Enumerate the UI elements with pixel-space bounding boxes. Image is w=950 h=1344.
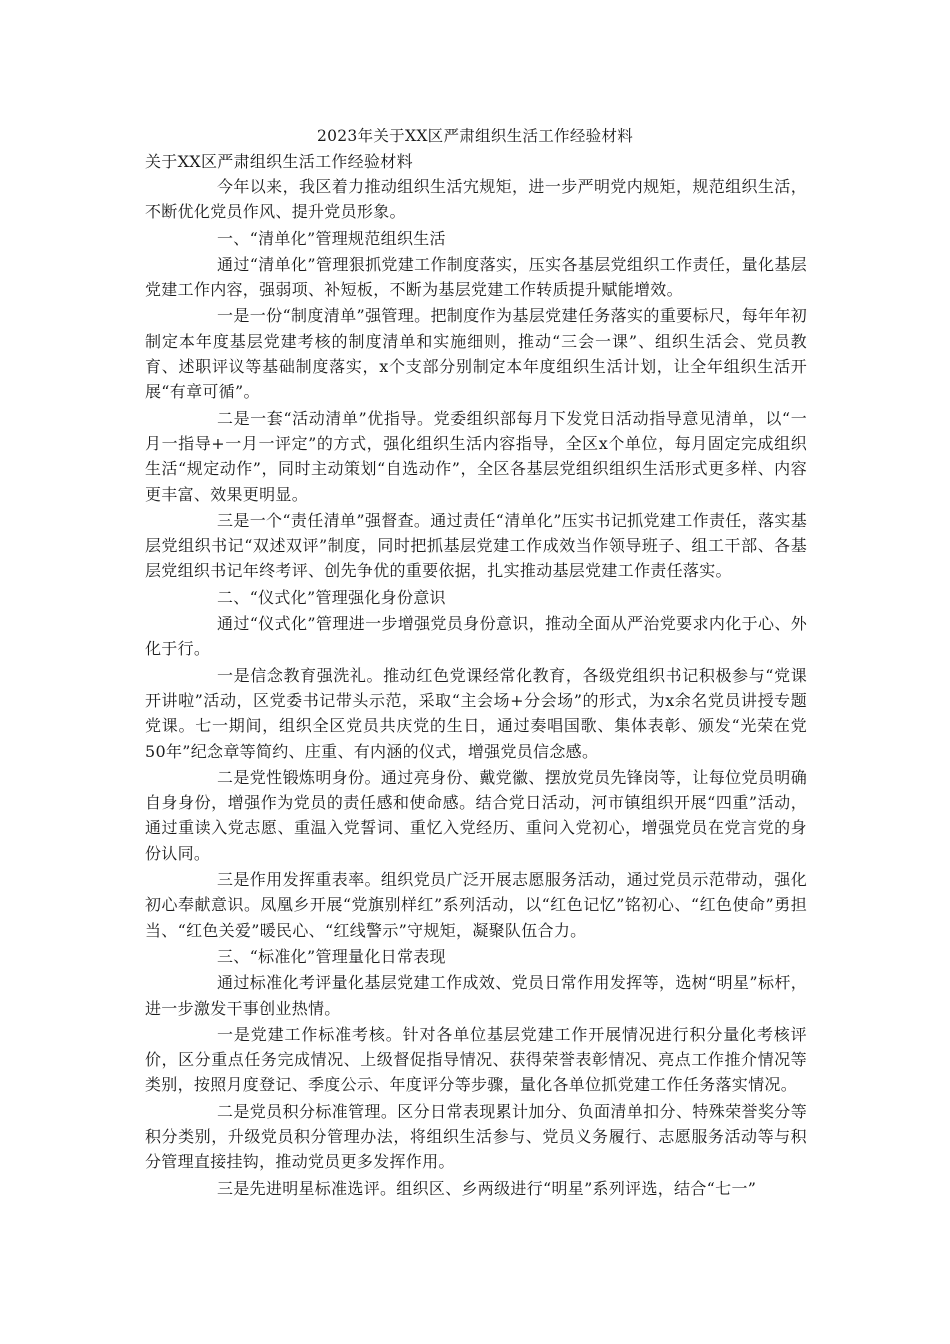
paragraph: 二是党性锻炼明身份。通过亮身份、戴党徽、摆放党员先锋岗等，让每位党员明确自身身份，增强作为党员的责任感和使命感。结合党日活动，河市镇组织开展“四重”活动，通过重读入党志愿、重温入党誓词、重忆入党经历、重问入党初心，增强党员在党言党的身份认同。 [145, 767, 807, 863]
paragraph: 二是一套“活动清单”优指导。党委组织部每月下发党日活动指导意见清单，以“一月一指导+一月一评定”的方式，强化组织生活内容指导，全区x个单位，每月固定完成组织生活“规定动作”，同时主动策划“自选动作”，全区各基层党组织组织生活形式更多样、内容更丰富、效果更明显。 [145, 408, 807, 504]
paragraph: 三是一个“责任清单”强督查。通过责任“清单化”压实书记抓党建工作责任，落实基层党组织书记“双述双评”制度，同时把抓基层党建工作成效当作领导班子、组工干部、各基层党组织书记年终考评、创先争优的重要依据，扎实推动基层党建工作责任落实。 [145, 510, 807, 581]
paragraph: 三是先进明星标准选评。组织区、乡两级进行“明星”系列评选，结合“七一” [217, 1178, 757, 1198]
paragraph: 二是党员积分标准管理。区分日常表现累计加分、负面清单扣分、特殊荣誉奖分等积分类别，升级党员积分管理办法，将组织生活参与、党员义务履行、志愿服务活动等与积分管理直接挂钩，推动党员更多发挥作用。 [145, 1101, 807, 1172]
paragraph: 通过标准化考评量化基层党建工作成效、党员日常作用发挥等，选树“明星”标杆，进一步激发干事创业热情。 [145, 973, 807, 1018]
intro-paragraph: 今年以来，我区着力推动组织生活宄规矩，进一步严明党内规矩，规范组织生活，不断优化党员作风、提升党员形象。 [145, 177, 807, 222]
paragraph: 三是作用发挥重表率。组织党员广泛开展志愿服务活动，通过党员示范带动，强化初心奉献意识。凤凰乡开展“党旗别样红”系列活动，以“红色记忆”铭初心、“红色使命”勇担当、“红色关爱”暖民心、“红线警示”守规矩，凝聚队伍合力。 [145, 870, 807, 940]
section-heading: 三、“标准化”管理量化日常表现 [217, 946, 446, 966]
paragraph: 一是党建工作标准考核。针对各单位基层党建工作开展情况进行积分量化考核评价，区分重点任务完成情况、上级督促指导情况、获得荣誉表彰情况、亮点工作推介情况等类别，按照月度登记、季度公示、年度评分等步骤，量化各单位抓党建工作任务落实情况。 [145, 1024, 807, 1095]
section-heading: 二、“仪式化”管理强化身份意识 [217, 587, 446, 607]
paragraph: 通过“仪式化”管理进一步增强党员身份意识，推动全面从严治党要求内化于心、外化于行。 [145, 614, 807, 659]
paragraph: 一是一份“制度清单”强管理。把制度作为基层党建任务落实的重要标尺，每年年初制定本年度基层党建考核的制度清单和实施细则，推动“三会一课”、组织生活会、党员教育、述职评议等基础制度落实，x个支部分别制定本年度组织生活计划，让全年组织生活开展“有章可循”。 [145, 306, 807, 402]
paragraph: 一是信念教育强洗礼。推动红色党课经常化教育，各级党组织书记积极参与“党课开讲啦”活动，区党委书记带头示范，采取“主会场+分会场”的形式，为x余名党员讲授专题党课。七一期间，组织全区党员共庆党的生日，通过奏唱国歌、集体表彰、颁发“光荣在党50年”纪念章等简约、庄重、有内涵的仪式，增强党员信念感。 [145, 665, 807, 761]
paragraph: 通过“清单化”管理狠抓党建工作制度落实，压实各基层党组织工作责任，量化基层党建工作内容，强弱项、补短板，不断为基层党建工作转质提升赋能增效。 [145, 254, 807, 300]
document-title: 2023年关于XX区严肃组织生活工作经验材料 [316, 127, 634, 145]
document-subtitle: 关于XX区严肃组织生活工作经验材料 [145, 152, 413, 171]
section-heading: 一、“清单化”管理规范组织生活 [217, 228, 446, 248]
document-body [145, 150, 807, 1202]
